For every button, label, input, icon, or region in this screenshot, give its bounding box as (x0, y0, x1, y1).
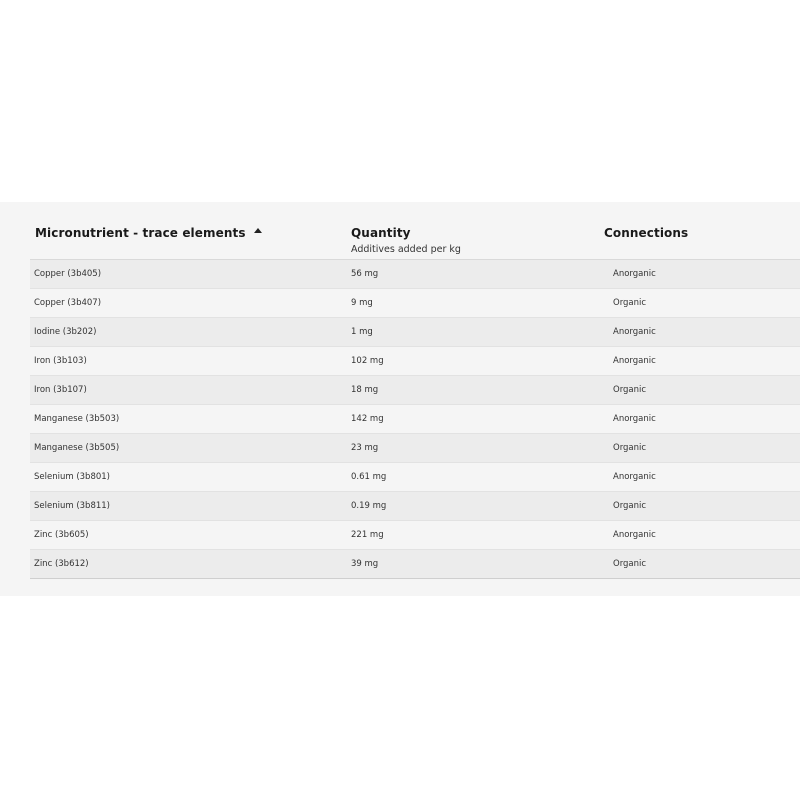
connection-cell: Anorganic (613, 530, 656, 540)
quantity-cell: 39 mg (351, 559, 379, 569)
connection-cell: Organic (613, 443, 647, 453)
table-row (30, 550, 800, 579)
quantity-header-subtitle: Additives added per kg (351, 244, 461, 255)
micronutrient-cell: Selenium (3b811) (34, 501, 110, 511)
quantity-cell: 18 mg (351, 385, 379, 395)
table-row (30, 492, 800, 521)
micronutrient-cell: Copper (3b405) (34, 269, 102, 279)
trace-elements-panel (0, 202, 800, 596)
micronutrient-cell: Selenium (3b801) (34, 472, 110, 482)
connection-cell: Anorganic (613, 472, 656, 482)
table-header (30, 202, 800, 260)
quantity-cell: 9 mg (351, 298, 373, 308)
table-row (30, 463, 800, 492)
quantity-cell: 102 mg (351, 356, 384, 366)
table-row (30, 347, 800, 376)
micronutrient-header-label: Micronutrient - trace elements (35, 226, 246, 240)
quantity-cell: 56 mg (351, 269, 379, 279)
connection-cell: Organic (613, 298, 647, 308)
connection-cell: Organic (613, 559, 647, 569)
quantity-cell: 142 mg (351, 414, 384, 424)
connection-cell: Anorganic (613, 356, 656, 366)
micronutrient-cell: Iron (3b107) (34, 385, 87, 395)
connection-cell: Organic (613, 385, 647, 395)
quantity-cell: 23 mg (351, 443, 379, 453)
quantity-cell: 221 mg (351, 530, 384, 540)
micronutrient-column-header[interactable] (35, 222, 262, 241)
table-row (30, 289, 800, 318)
table-row (30, 376, 800, 405)
micronutrient-cell: Copper (3b407) (34, 298, 102, 308)
connection-cell: Anorganic (613, 414, 656, 424)
quantity-column-header (351, 222, 461, 255)
connections-column-header (604, 222, 688, 241)
table-row (30, 405, 800, 434)
micronutrient-cell: Manganese (3b503) (34, 414, 120, 424)
micronutrient-cell: Iron (3b103) (34, 356, 87, 366)
micronutrient-cell: Iodine (3b202) (34, 327, 97, 337)
connections-header-label: Connections (604, 226, 689, 240)
quantity-cell: 1 mg (351, 327, 373, 337)
quantity-cell: 0.19 mg (351, 501, 387, 511)
connection-cell: Anorganic (613, 327, 656, 337)
table-row (30, 434, 800, 463)
quantity-header-label: Quantity (351, 226, 411, 240)
table-row (30, 521, 800, 550)
trace-elements-table (30, 202, 800, 579)
connection-cell: Anorganic (613, 269, 656, 279)
sort-ascending-icon[interactable] (254, 228, 262, 233)
micronutrient-cell: Manganese (3b505) (34, 443, 120, 453)
table-row (30, 260, 800, 289)
connection-cell: Organic (613, 501, 647, 511)
table-row (30, 318, 800, 347)
quantity-cell: 0.61 mg (351, 472, 387, 482)
micronutrient-cell: Zinc (3b612) (34, 559, 89, 569)
micronutrient-cell: Zinc (3b605) (34, 530, 89, 540)
